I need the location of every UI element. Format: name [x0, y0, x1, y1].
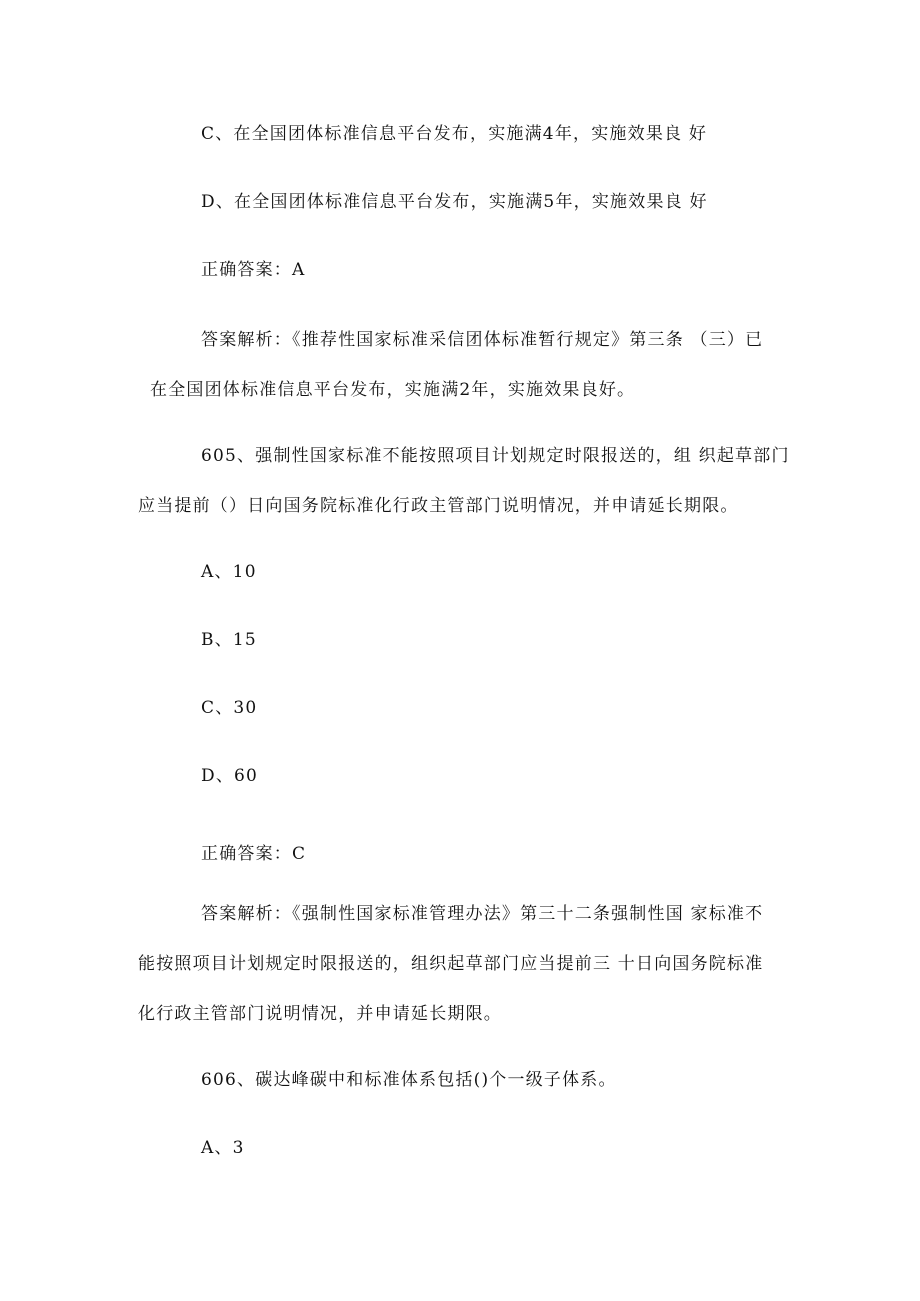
prev-explanation-line-1: 答案解析：《推荐性国家标准采信团体标准暂行规定》第三条 （三）已: [201, 330, 764, 350]
q605-option-d: D、60: [201, 766, 259, 786]
q605-option-c: C、30: [201, 698, 258, 718]
q605-answer: 正确答案：C: [201, 844, 307, 864]
prev-option-c: C、在全国团体标准信息平台发布，实施满4年，实施效果良 好: [201, 124, 708, 144]
q606-option-a: A、3: [201, 1138, 245, 1158]
q605-explanation-line-3: 化行政主管部门说明情况，并申请延长期限。: [138, 1004, 502, 1024]
prev-option-d: D、在全国团体标准信息平台发布，实施满5年，实施效果良 好: [201, 192, 708, 212]
prev-explanation-line-2: 在全国团体标准信息平台发布，实施满2年，实施效果良好。: [150, 380, 636, 400]
q605-stem-line-2: 应当提前（）日向国务院标准化行政主管部门说明情况，并申请延长期限。: [138, 496, 739, 516]
q606-stem: 606、碳达峰碳中和标准体系包括()个一级子体系。: [201, 1070, 617, 1090]
q605-explanation-line-2: 能按照项目计划规定时限报送的，组织起草部门应当提前三 十日向国务院标准: [138, 954, 764, 974]
q605-option-a: A、10: [201, 562, 257, 582]
q605-stem-line-1: 605、强制性国家标准不能按照项目计划规定时限报送的，组 织起草部门: [201, 446, 790, 466]
q605-option-b: B、15: [201, 630, 257, 650]
prev-answer: 正确答案：A: [201, 260, 306, 280]
q605-explanation-line-1: 答案解析：《强制性国家标准管理办法》第三十二条强制性国 家标准不: [201, 904, 764, 924]
